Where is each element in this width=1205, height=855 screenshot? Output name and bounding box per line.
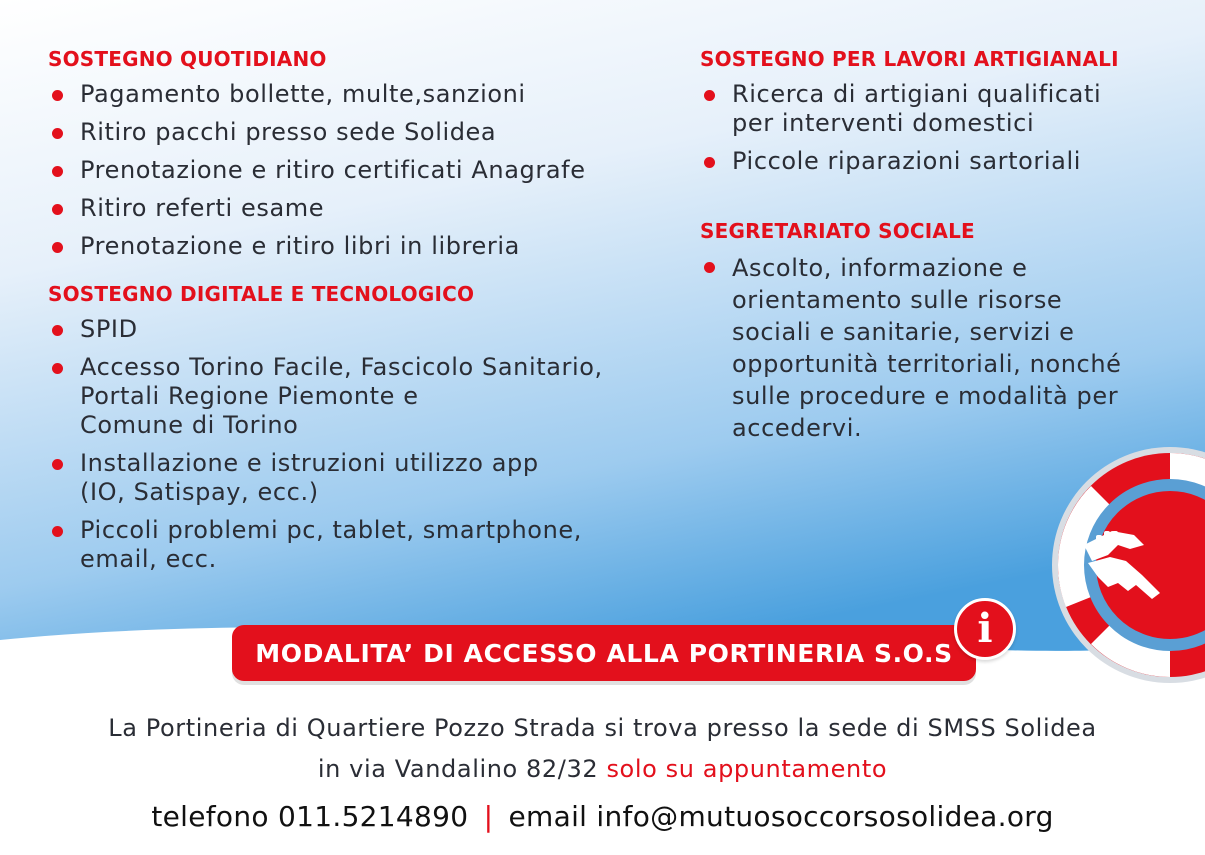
section-heading: SOSTEGNO QUOTIDIANO [48, 47, 327, 71]
bullet-icon [52, 242, 63, 253]
bullet-icon [704, 262, 715, 273]
bullet-icon [52, 459, 63, 470]
email-address[interactable]: email info@mutuosoccorsosolidea.org [508, 800, 1054, 833]
list-item: Piccoli problemi pc, tablet, smartphone, email, ecc. [48, 516, 688, 574]
bullet-icon [704, 90, 715, 101]
list-item: SPID [48, 315, 688, 344]
list-item: Pagamento bollette, multe,sanzioni [48, 80, 688, 109]
bullet-icon [52, 166, 63, 177]
bullet-icon [52, 128, 63, 139]
list-item: Installazione e istruzioni utilizzo app (IO, Satispay, ecc.) [48, 449, 688, 507]
left-column [48, 46, 688, 590]
lifebuoy-handshake-logo [1040, 445, 1205, 685]
info-icon: i [954, 598, 1016, 660]
access-banner: MODALITA’ DI ACCESSO ALLA PORTINERIA S.O.S [232, 625, 976, 681]
bullet-icon [52, 526, 63, 537]
section-segretariato-sociale [700, 218, 1180, 444]
item-list [700, 252, 1180, 444]
right-column [700, 46, 1180, 460]
bullet-icon [52, 90, 63, 101]
section-sostegno-digitale [48, 281, 688, 574]
address-street: in via Vandalino 82/32 [317, 755, 599, 783]
address-line: La Portineria di Quartiere Pozzo Strada si trova presso la sede di SMSS Solidea [108, 714, 1097, 742]
section-heading: SOSTEGNO PER LAVORI ARTIGIANALI [700, 47, 1119, 71]
appointment-line [0, 755, 1205, 783]
contact-separator: | [483, 800, 494, 833]
contact-line [0, 800, 1205, 833]
phone-number[interactable]: telefono 011.5214890 [151, 800, 469, 833]
section-sostegno-quotidiano [48, 46, 688, 261]
list-item: Piccole riparazioni sartoriali [700, 147, 1180, 176]
bullet-icon [52, 204, 63, 215]
list-item: Ascolto, informazione e orientamento sulle risorse sociali e sanitarie, servizi e opportunità territoriali, nonché sulle procedure e modalità per accedervi. [700, 252, 1180, 444]
section-lavori-artigianali [700, 46, 1180, 176]
list-item: Ritiro pacchi presso sede Solidea [48, 118, 688, 147]
list-item: Prenotazione e ritiro certificati Anagrafe [48, 156, 688, 185]
item-list [700, 80, 1180, 176]
list-item: Ritiro referti esame [48, 194, 688, 223]
bullet-icon [52, 325, 63, 336]
list-item: Prenotazione e ritiro libri in libreria [48, 232, 688, 261]
list-item: Accesso Torino Facile, Fascicolo Sanitario, Portali Regione Piemonte e Comune di Torino [48, 353, 688, 440]
section-heading: SOSTEGNO DIGITALE E TECNOLOGICO [48, 282, 475, 306]
bullet-icon [52, 363, 63, 374]
bullet-icon [704, 157, 715, 168]
list-item: Ricerca di artigiani qualificati per interventi domestici [700, 80, 1180, 138]
section-heading: SEGRETARIATO SOCIALE [700, 219, 975, 243]
item-list [48, 315, 688, 574]
item-list [48, 80, 688, 261]
appointment-note: solo su appuntamento [606, 755, 888, 783]
